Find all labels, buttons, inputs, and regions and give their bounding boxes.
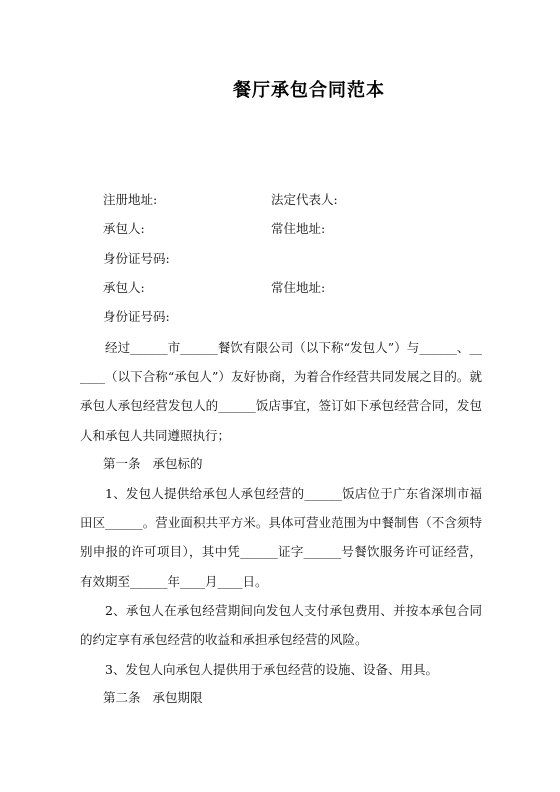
registered-address-label: 注册地址:: [103, 192, 158, 207]
document-title: 餐厅承包合同范本: [233, 80, 385, 101]
id-number-label-1: 身份证号码:: [103, 251, 170, 266]
residence-address-label-2: 常住地址:: [271, 280, 326, 295]
article-2-heading: [103, 690, 203, 706]
id-number-label-2: 身份证号码:: [103, 309, 170, 324]
legal-representative-label: 法定代表人:: [271, 192, 338, 207]
article-1-title: 承包标的: [152, 456, 203, 471]
intro-paragraph: 经过______市______餐饮有限公司（以下称“发包人”）与______、______（以下合称“承包人”）友好协商，为着合作经营共同发展之目的。就承包人承包经营发包人的______饭店事宜，签订如下承包经营合同，发包人和承包人共同遵照执行；: [80, 340, 482, 443]
article-2-number: 第二条: [103, 690, 141, 705]
article-1-heading: [103, 456, 203, 472]
clause-2-paragraph: 2、承包人在承包经营期间向发包人支付承包费用、并按本承包合同的约定享有承包经营的收益和承担承包经营的风险。: [80, 603, 482, 648]
clause-1-paragraph: 1、发包人提供给承包人承包经营的______饭店位于广东省深圳市福田区______。营业面积共平方米。具体可营业范围为中餐制售（不含须特别申报的许可项目），其中凭______证字______号餐饮服务许可证经营，有效期至______年____月____日。: [80, 486, 482, 589]
contractor-label-1: 承包人:: [103, 221, 145, 236]
clause-3-paragraph: 3、发包人向承包人提供用于承包经营的设施、设备、用具。: [105, 662, 438, 677]
article-1-number: 第一条: [103, 456, 141, 471]
contractor-label-2: 承包人:: [103, 280, 145, 295]
article-2-title: 承包期限: [152, 690, 203, 705]
residence-address-label-1: 常住地址:: [271, 221, 326, 236]
